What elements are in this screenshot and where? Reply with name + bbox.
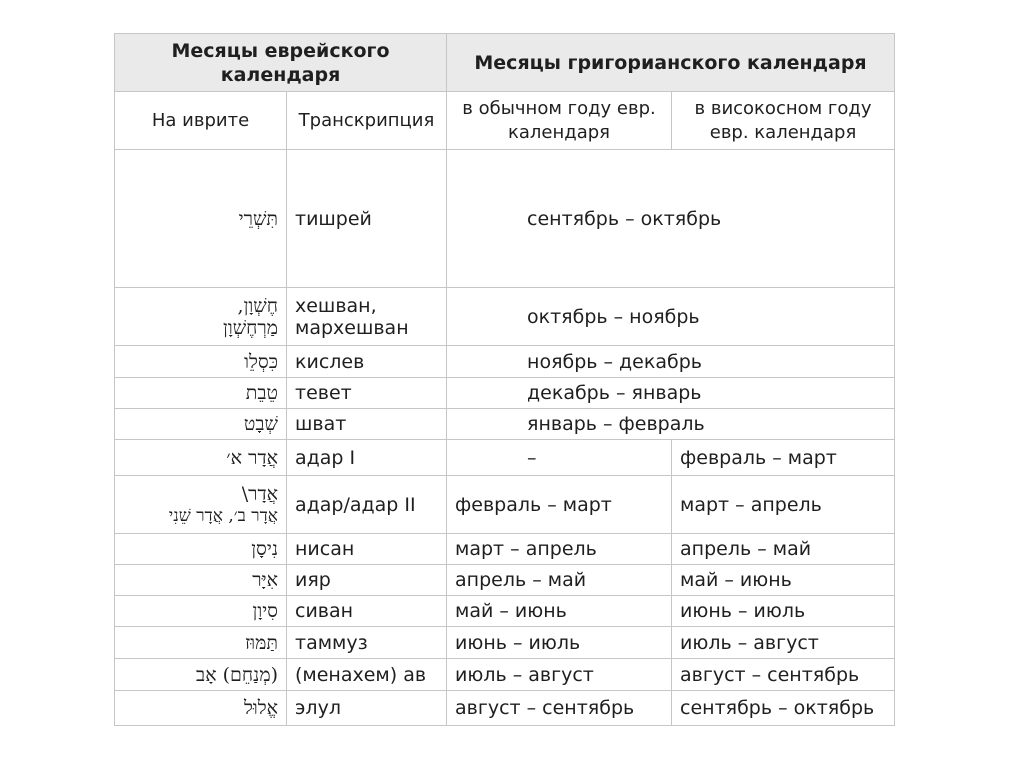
gregorian-cell: октябрь – ноябрь <box>447 288 895 346</box>
hebrew-line-1: חֶשְׁוָן, <box>237 294 278 317</box>
transcription-cell: элул <box>287 691 447 726</box>
header-leap-year: в високосном году евр. календаря <box>672 92 895 150</box>
table-row <box>115 565 895 596</box>
hebrew-cell <box>115 288 287 346</box>
leap-year-cell: сентябрь – октябрь <box>672 691 895 726</box>
transcription-cell: таммуз <box>287 627 447 659</box>
ordinary-year-cell: июль – август <box>447 659 672 691</box>
hebrew-line-2: מַרְחֶשְׁוָן <box>223 316 278 339</box>
table-row <box>115 627 895 659</box>
hebrew-cell: כִּסְלֵו <box>115 346 287 378</box>
gregorian-cell: январь – февраль <box>447 409 895 440</box>
ordinary-year-cell: май – июнь <box>447 596 672 627</box>
hebrew-cell: תִּשְׁרֵי <box>115 150 287 288</box>
hebrew-cell: אֱלוּל <box>115 691 287 726</box>
transcription-cell: шват <box>287 409 447 440</box>
table-row <box>115 409 895 440</box>
table-row <box>115 378 895 409</box>
transcription-cell: адар I <box>287 440 447 476</box>
hebrew-cell: אֲדָר א׳ <box>115 440 287 476</box>
hebrew-line-1: אֲדָר\ <box>241 482 278 505</box>
transcription-cell: тишрей <box>287 150 447 288</box>
months-table <box>114 33 895 726</box>
hebrew-cell: טֵבֵת <box>115 378 287 409</box>
hebrew-cell: שְׁבָט <box>115 409 287 440</box>
transcription-cell: кислев <box>287 346 447 378</box>
table-row <box>115 150 895 288</box>
transcription-cell: (менахем) ав <box>287 659 447 691</box>
gregorian-cell: сентябрь – октябрь <box>447 150 895 288</box>
header-row-1 <box>115 34 895 92</box>
table-row <box>115 476 895 534</box>
ordinary-year-cell: февраль – март <box>447 476 672 534</box>
ordinary-year-cell: июнь – июль <box>447 627 672 659</box>
leap-year-cell: май – июнь <box>672 565 895 596</box>
ordinary-year-cell: август – сентябрь <box>447 691 672 726</box>
table-row <box>115 346 895 378</box>
leap-year-cell: август – сентябрь <box>672 659 895 691</box>
leap-year-cell: февраль – март <box>672 440 895 476</box>
leap-year-cell: март – апрель <box>672 476 895 534</box>
transcription-line-2: мархешван <box>295 316 409 339</box>
ordinary-year-cell: март – апрель <box>447 534 672 565</box>
transcription-line-1: хешван, <box>295 294 377 317</box>
table-row <box>115 659 895 691</box>
ordinary-year-cell: – <box>447 440 672 476</box>
hebrew-cell <box>115 476 287 534</box>
leap-year-cell: апрель – май <box>672 534 895 565</box>
gregorian-cell: декабрь – январь <box>447 378 895 409</box>
transcription-cell <box>287 288 447 346</box>
hebrew-cell: סִיוָן <box>115 596 287 627</box>
hebrew-cell: נִיסָן <box>115 534 287 565</box>
table-row <box>115 596 895 627</box>
table-row <box>115 440 895 476</box>
table-row <box>115 288 895 346</box>
transcription-cell: тевет <box>287 378 447 409</box>
table-row <box>115 534 895 565</box>
hebrew-cell: תַּמּוּז <box>115 627 287 659</box>
transcription-cell: адар/адар II <box>287 476 447 534</box>
hebrew-line-2: אֲדָר ב׳, אֲדָר שֵׁנִי <box>168 505 278 526</box>
header-ordinary-year: в обычном году евр. календаря <box>447 92 672 150</box>
header-transcription: Транскрипция <box>287 92 447 150</box>
transcription-cell: нисан <box>287 534 447 565</box>
ordinary-year-cell: апрель – май <box>447 565 672 596</box>
leap-year-cell: июль – август <box>672 627 895 659</box>
table-row <box>115 691 895 726</box>
header-hebrew-months: Месяцы еврейского календаря <box>115 34 447 92</box>
gregorian-cell: ноябрь – декабрь <box>447 346 895 378</box>
header-row-2 <box>115 92 895 150</box>
transcription-cell: сиван <box>287 596 447 627</box>
transcription-cell: ияр <box>287 565 447 596</box>
header-gregorian-months: Месяцы григорианского календаря <box>447 34 895 92</box>
hebrew-cell: (מְנַחֵם) אָב <box>115 659 287 691</box>
hebrew-cell: אִיָּר <box>115 565 287 596</box>
header-in-hebrew: На иврите <box>115 92 287 150</box>
leap-year-cell: июнь – июль <box>672 596 895 627</box>
